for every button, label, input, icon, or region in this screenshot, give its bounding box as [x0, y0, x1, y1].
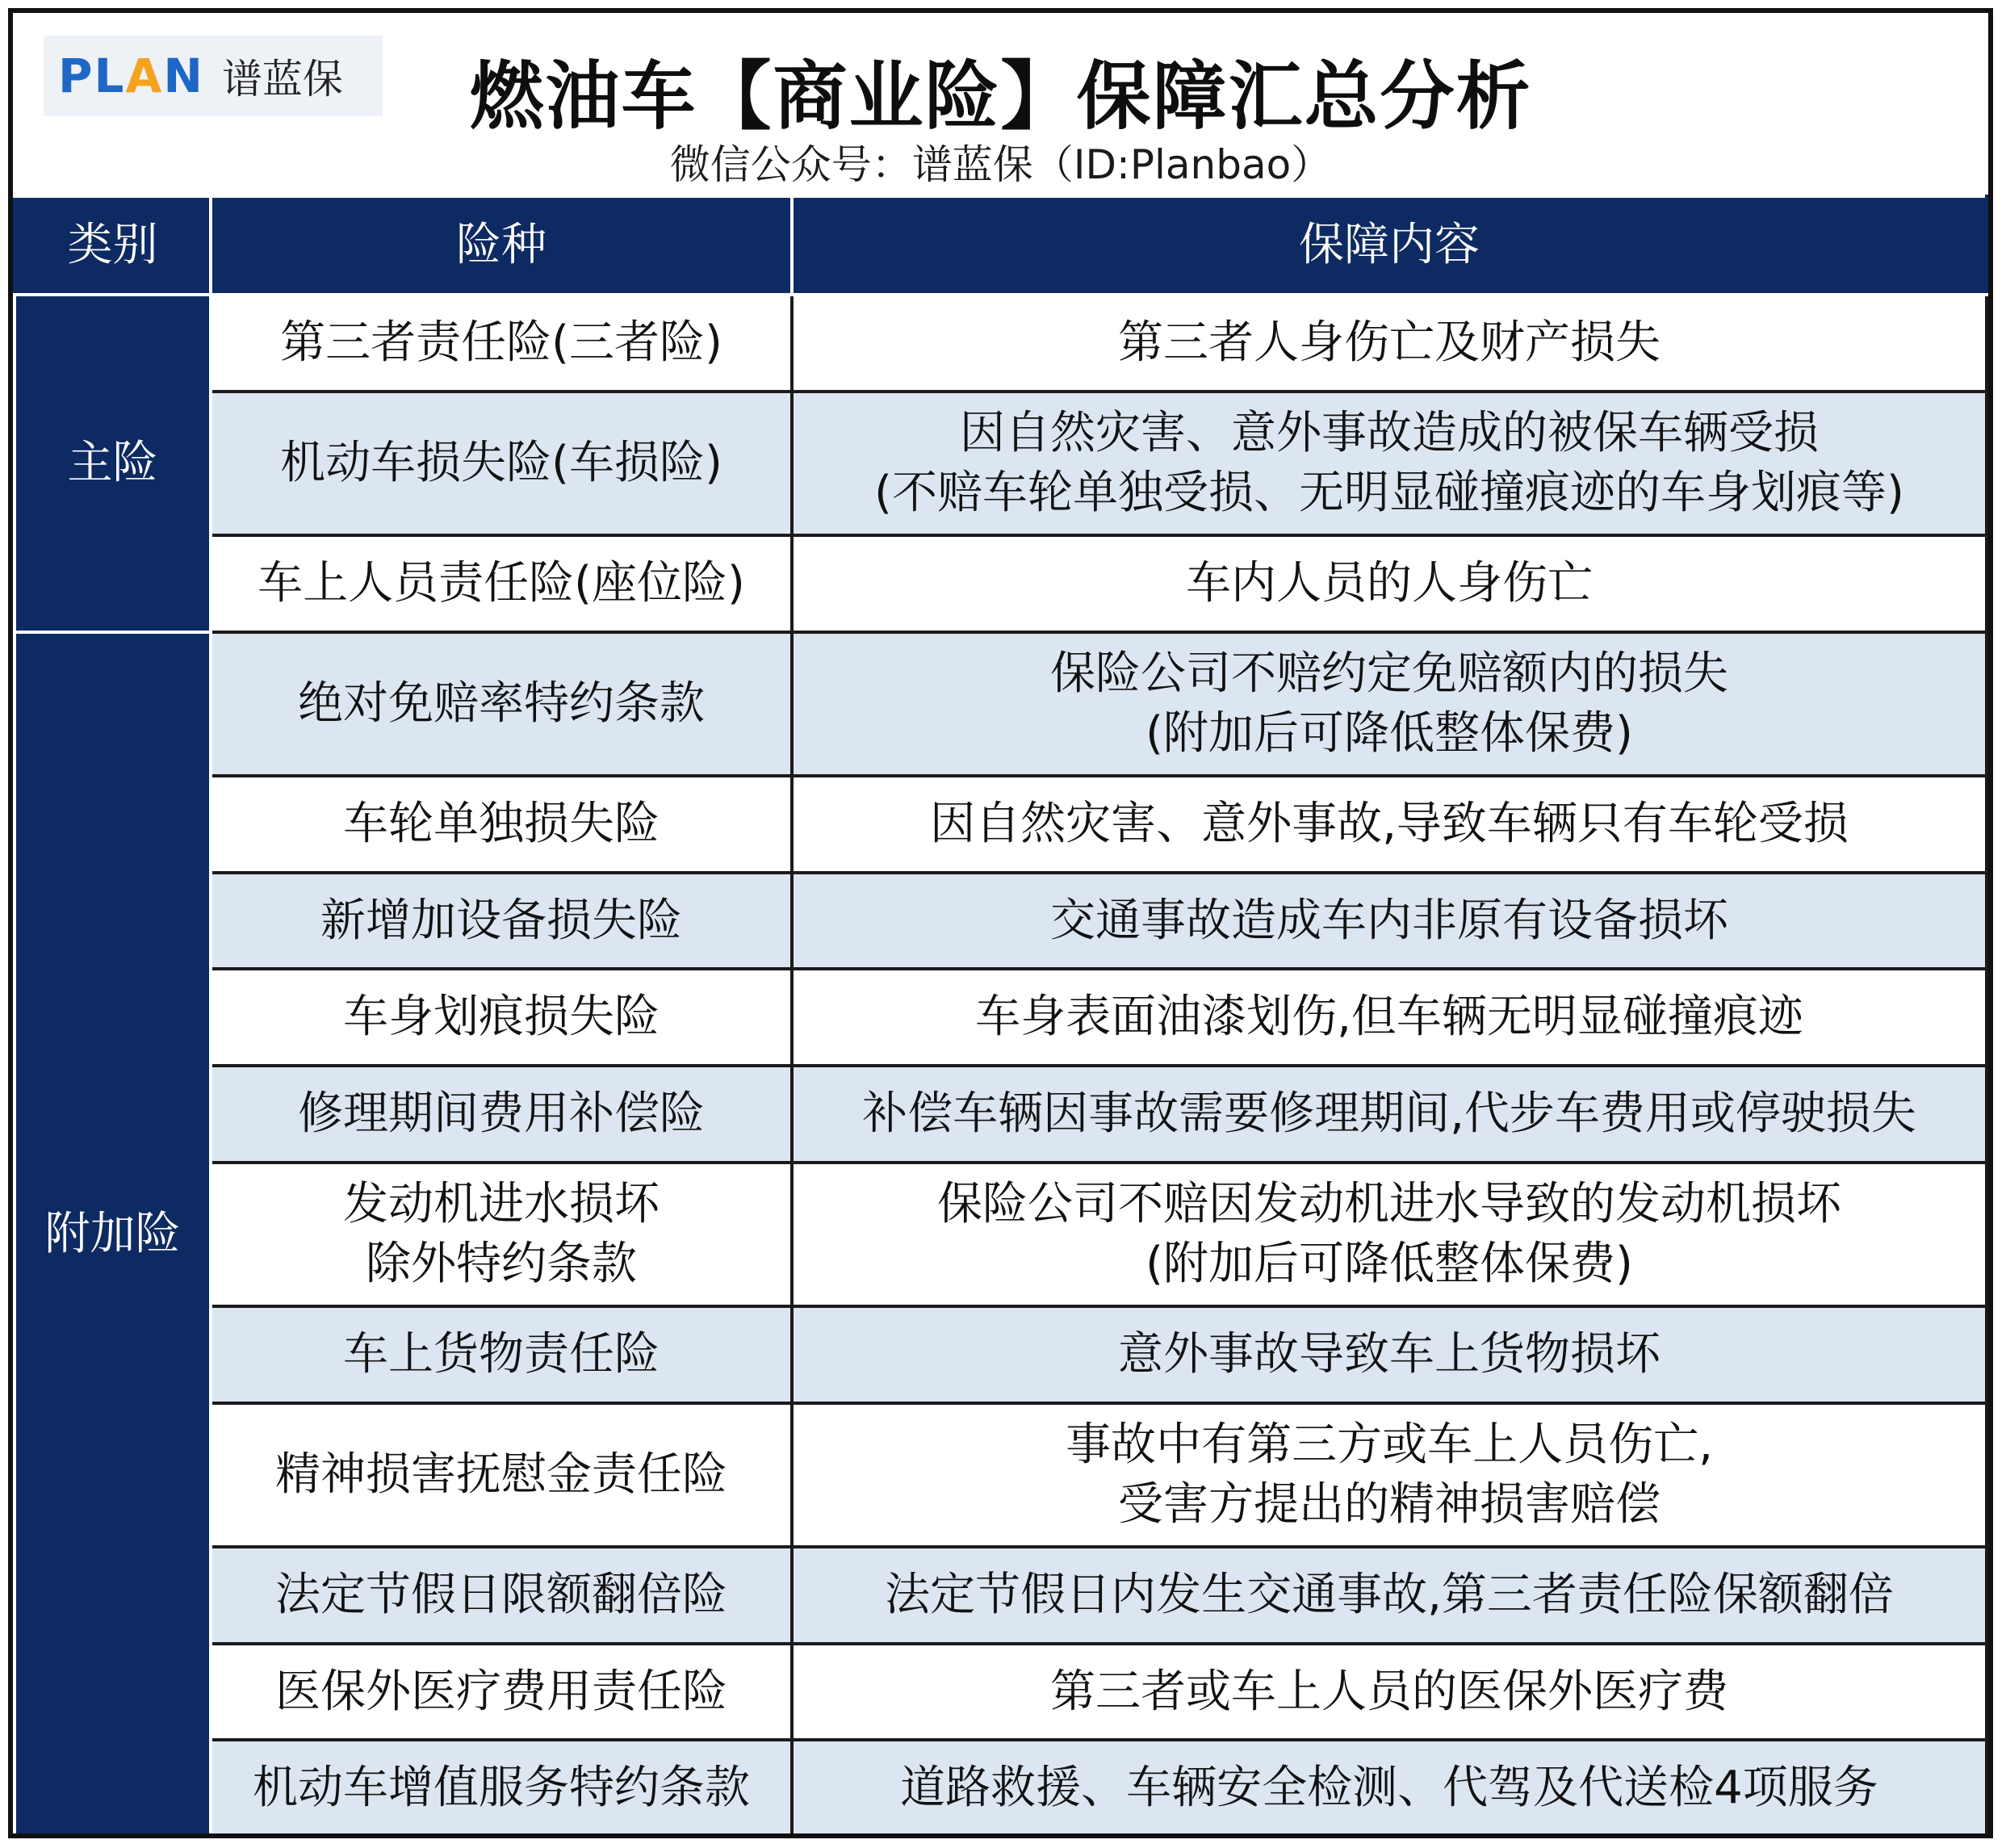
insurance-name: 车身划痕损失险 [343, 991, 660, 1044]
coverage-content: 保险公司不赔因发动机进水导致的发动机损坏 [937, 1177, 1841, 1230]
table-row [15, 969, 1987, 1066]
coverage-content-cell [792, 1740, 1987, 1837]
coverage-content-cell [792, 535, 1987, 632]
insurance-name-cell [211, 1547, 792, 1644]
column-header-category: 类别 [15, 196, 211, 295]
coverage-content: (附加后可降低整体保费) [1145, 1237, 1633, 1290]
insurance-name: 车上货物责任险 [343, 1327, 660, 1381]
table-row [15, 392, 1987, 535]
table-header-row [15, 196, 1987, 295]
coverage-content-cell [792, 295, 1987, 392]
insurance-name-cell [211, 1163, 792, 1306]
document-frame [8, 8, 1993, 1838]
insurance-name-cell [211, 1740, 792, 1837]
insurance-name-cell [211, 1306, 792, 1403]
insurance-name: 机动车损失险(车损险) [280, 436, 722, 489]
coverage-content-cell [792, 392, 1987, 535]
table-row [15, 1306, 1987, 1403]
coverage-content-cell [792, 1644, 1987, 1741]
page-subtitle: 微信公众号：谱蓝保（ID:Planbao） [669, 141, 1332, 188]
coverage-content: 事故中有第三方或车上人员伤亡, [1066, 1418, 1713, 1471]
coverage-content-cell [792, 969, 1987, 1066]
insurance-name: 机动车增值服务特约条款 [253, 1762, 750, 1815]
insurance-name: 发动机进水损坏 [343, 1177, 660, 1230]
coverage-content: (不赔车轮单独受损、无明显碰撞痕迹的车身划痕等) [874, 466, 1904, 519]
table-row [15, 1066, 1987, 1163]
coverage-content: 车身表面油漆划伤,但车辆无明显碰撞痕迹 [975, 991, 1803, 1044]
logo-word: PLAN [58, 48, 204, 103]
coverage-content: 交通事故造成车内非原有设备损坏 [1050, 894, 1728, 947]
table-row [15, 1163, 1987, 1306]
coverage-content: 因自然灾害、意外事故,导致车辆只有车轮受损 [930, 797, 1849, 850]
coverage-content-cell [792, 1163, 1987, 1306]
insurance-name: 精神损害抚慰金责任险 [275, 1448, 727, 1501]
table-row [15, 632, 1987, 776]
category-cell: 附加险 [15, 632, 211, 1837]
table-row [15, 776, 1987, 873]
insurance-name-cell [211, 1644, 792, 1741]
insurance-name-cell [211, 1066, 792, 1163]
coverage-content-cell [792, 1306, 1987, 1403]
insurance-name: 法定节假日限额翻倍险 [275, 1568, 727, 1621]
coverage-content-cell [792, 1403, 1987, 1547]
coverage-content: 保险公司不赔约定免赔额内的损失 [1050, 647, 1728, 700]
column-header-insurance-type: 险种 [211, 196, 792, 295]
coverage-table [13, 195, 1988, 1838]
insurance-name-cell [211, 969, 792, 1066]
insurance-name-cell [211, 392, 792, 535]
table-row [15, 1740, 1987, 1837]
coverage-content: 法定节假日内发生交通事故,第三者责任险保额翻倍 [885, 1568, 1894, 1621]
insurance-name: 第三者责任险(三者险) [280, 316, 722, 369]
coverage-content-cell [792, 873, 1987, 970]
coverage-content-cell [792, 776, 1987, 873]
insurance-name-cell [211, 1403, 792, 1547]
table-row [15, 1644, 1987, 1741]
table-row [15, 1547, 1987, 1644]
column-header-coverage: 保障内容 [792, 196, 1987, 295]
insurance-name-cell [211, 535, 792, 632]
insurance-name: 新增加设备损失险 [320, 894, 682, 947]
insurance-name-cell [211, 873, 792, 970]
coverage-content: 因自然灾害、意外事故造成的被保车辆受损 [960, 406, 1819, 459]
insurance-name: 医保外医疗费用责任险 [275, 1665, 727, 1718]
insurance-name: 车上人员责任险(座位险) [258, 556, 745, 610]
coverage-content-cell [792, 1066, 1987, 1163]
insurance-name: 车轮单独损失险 [343, 797, 660, 850]
coverage-content: 意外事故导致车上货物损坏 [1118, 1327, 1660, 1381]
table-row [15, 535, 1987, 632]
page-header [13, 13, 1988, 195]
insurance-name: 除外特约条款 [366, 1237, 637, 1290]
table-row [15, 873, 1987, 970]
insurance-name-cell [211, 295, 792, 392]
coverage-content: 受害方提出的精神损害赔偿 [1118, 1477, 1660, 1531]
coverage-content: 道路救援、车辆安全检测、代驾及代送检4项服务 [900, 1762, 1878, 1815]
coverage-content: 第三者或车上人员的医保外医疗费 [1050, 1665, 1728, 1718]
insurance-name-cell [211, 776, 792, 873]
page-title: 燃油车【商业险】保障汇总分析 [469, 53, 1532, 140]
coverage-content: 车内人员的人身伤亡 [1186, 556, 1593, 610]
insurance-name-cell [211, 632, 792, 776]
coverage-content: 补偿车辆因事故需要修理期间,代步车费用或停驶损失 [862, 1087, 1916, 1140]
table-row [15, 295, 1987, 392]
coverage-content: 第三者人身伤亡及财产损失 [1118, 316, 1660, 369]
coverage-content-cell [792, 1547, 1987, 1644]
insurance-name: 修理期间费用补偿险 [298, 1087, 705, 1140]
insurance-name: 绝对免赔率特约条款 [298, 677, 705, 730]
coverage-content: (附加后可降低整体保费) [1145, 706, 1633, 760]
logo-brand-cn: 谱蓝保 [221, 56, 343, 103]
table-row [15, 1403, 1987, 1547]
coverage-content-cell [792, 632, 1987, 776]
category-cell: 主险 [15, 295, 211, 632]
